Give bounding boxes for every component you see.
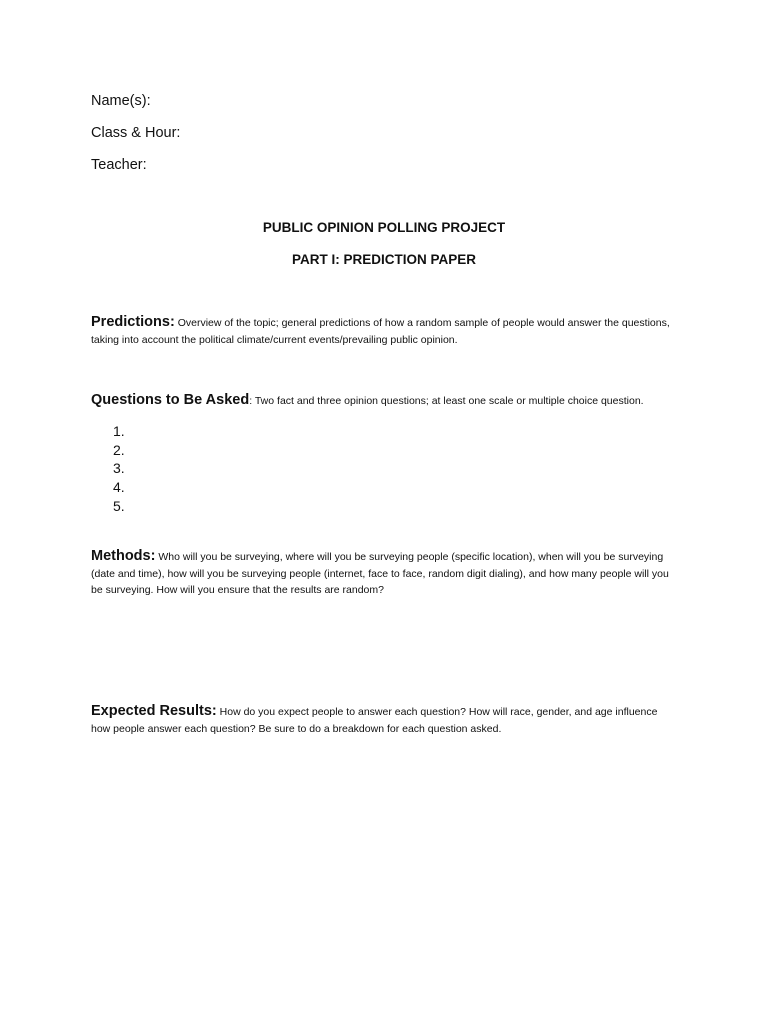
expected-results-heading: Expected Results: xyxy=(91,703,217,719)
methods-body: Who will you be surveying, where will you be surveying people (specific location), when will you be surveying (date and time), how will you be surveying people (internet, face to face, random digit dialing), and how many people will you be surveying. How will you ensure that the results are random? xyxy=(91,551,669,596)
questions-body: : Two fact and three opinion questions; at least one scale or multiple choice question. xyxy=(249,395,644,407)
methods-heading: Methods: xyxy=(91,548,156,564)
expected-results-body: How do you expect people to answer each question? How will race, gender, and age influence how people answer each question? Be sure to do a breakdown for each question asked. xyxy=(91,706,658,735)
questions-heading: Questions to Be Asked xyxy=(91,392,250,408)
document-subtitle: PART I: PREDICTION PAPER xyxy=(291,252,476,267)
question-item: 2. xyxy=(113,441,125,458)
class-hour-label: Class & Hour: xyxy=(91,125,181,141)
document-title: PUBLIC OPINION POLLING PROJECT xyxy=(262,220,506,235)
methods-section xyxy=(91,548,671,599)
predictions-body: Overview of the topic; general predictions of how a random sample of people would answer the questions, taking into account the political climate/current events/prevailing public opinion. xyxy=(91,317,670,346)
questions-section xyxy=(91,392,671,410)
expected-results-section xyxy=(91,703,671,737)
teacher-label: Teacher: xyxy=(91,157,147,173)
predictions-heading: Predictions: xyxy=(91,314,175,330)
question-item: 1. xyxy=(113,423,125,439)
predictions-section xyxy=(91,314,671,348)
questions-list xyxy=(113,422,125,516)
question-item: 3. xyxy=(113,460,125,477)
question-item: 5. xyxy=(113,497,125,514)
names-label: Name(s): xyxy=(91,93,151,109)
question-item: 4. xyxy=(113,479,125,496)
